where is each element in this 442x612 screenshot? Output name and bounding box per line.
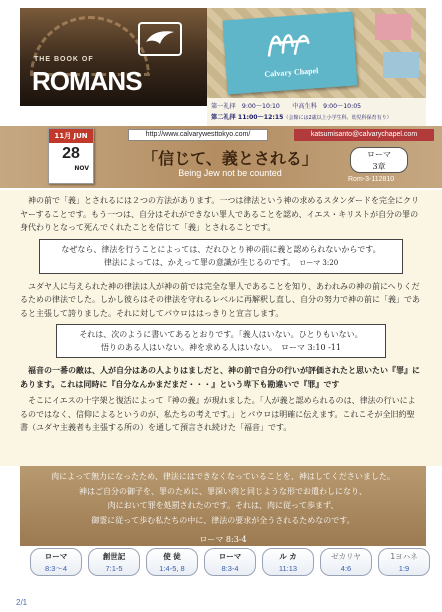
quote-1-ref: ローマ 3:20 xyxy=(299,258,339,267)
quote-1-line-2-text: 律法によっては、かえって罪の意識が生じるのです。 xyxy=(103,257,292,267)
summary-line: 神はご自分の御子を、罪のために、罪深い肉と同じような形でお遣わしになり、 xyxy=(79,486,367,496)
pattern-tile xyxy=(383,52,419,78)
calendar-day: 28 xyxy=(62,145,80,162)
nav-button-acts[interactable] xyxy=(146,548,198,576)
chapter-number: 3章 xyxy=(372,162,386,171)
sermon-body xyxy=(0,190,442,466)
nav-button-ref: 8:3〜4 xyxy=(44,564,68,573)
nav-button-genesis[interactable] xyxy=(88,548,140,576)
romans-banner-image xyxy=(20,8,207,106)
summary-line: 肉において罪を処罰されたのです。それは、肉に従って歩まず、 xyxy=(107,501,339,510)
sermon-reference: Rom-3-112810 xyxy=(348,176,395,183)
church-name: Calvary Chapel xyxy=(264,66,319,79)
calendar-month: NOV xyxy=(74,165,89,172)
scripture-quote-1 xyxy=(39,239,403,274)
calendar-month-top: 11月 JUN xyxy=(49,129,93,143)
schedule-second-service: 第二礼拝 11:00〜12:15 xyxy=(211,114,284,121)
paragraph-3: 福音の一番の敵は、人が自分はあの人よりはましだと、神の前で自分の行いが評価されたと思いたい『罪』にあります。これは同時に『自分なんかまだまだ・・・』という卑下も勘違いで『罪』です xyxy=(20,365,420,389)
quote-2-line-2 xyxy=(61,341,381,354)
nav-button-ref: 11:13 xyxy=(278,564,298,573)
quote-2-line-1: それは、次のように書いてあるとおりです。「義人はいない。ひとりもいない。 xyxy=(79,330,363,339)
quote-1-line-1: なぜなら、律法を行うことによっては、だれひとり神の前に義と認められないからです。 xyxy=(61,244,381,254)
nav-button-romans-2[interactable] xyxy=(204,548,256,576)
summary-reference: ローマ 8:3-4 xyxy=(199,535,247,544)
website-link[interactable]: http://www.calvarywesttokyo.com/ xyxy=(128,129,268,141)
nav-button-ref: 1:9 xyxy=(398,564,410,573)
paragraph-1: 神の前で「義」とされるには２つの方法があります。一つは律法という神の求めるスタンダードを完全にクリヤーすることです。もう一つは、自分はそれができない罪人であることを認め、イエス・キリストが自分の罪の身代わりとなって死んでくれたことを信じて「義」とされることです。 xyxy=(20,196,420,232)
quote-2-ref: ローマ 3:10 -11 xyxy=(281,343,341,352)
chapter-badge xyxy=(350,147,408,173)
nav-button-name: ローマ xyxy=(44,552,68,561)
quote-2-line-2-text: 悟りのある人はいない。神を求める人はいない。 xyxy=(101,343,274,352)
nav-button-zechariah[interactable] xyxy=(320,548,372,576)
nav-button-luke[interactable] xyxy=(262,548,314,576)
nav-button-name: ゼカリヤ xyxy=(331,552,361,561)
scripture-nav xyxy=(30,548,430,578)
nav-button-romans-1[interactable] xyxy=(30,548,82,576)
schedule-note: （会館には2歳以上小学生科、幼児科保育有り） xyxy=(283,115,392,121)
church-banner-image xyxy=(207,8,426,106)
summary-line: 御霊に従って歩む私たちの中に、律法の要求が全うされるためなのです。 xyxy=(91,515,355,525)
book-subtitle: THE BOOK OF xyxy=(34,56,94,63)
church-logo-icon xyxy=(261,22,316,64)
calendar-icon xyxy=(48,128,94,184)
nav-button-ref: 1:4-5, 8 xyxy=(159,564,185,573)
church-logo-card xyxy=(223,12,358,95)
title-band xyxy=(0,126,442,188)
nav-button-name: ル カ xyxy=(279,552,297,561)
chapter-book: ローマ xyxy=(367,150,391,159)
page-number: 2/1 xyxy=(16,598,28,607)
nav-button-name: 創世記 xyxy=(102,552,126,561)
nav-button-name: ローマ xyxy=(218,552,242,561)
email-link[interactable]: katsumisanto@calvarychapel.com xyxy=(294,129,434,141)
schedule-line-2 xyxy=(211,112,422,124)
paragraph-2: ユダヤ人に与えられた神の律法は人が神の前では完全な罪人であることを知り、あわれみの神の前にへりくだるための律法でした。しかし彼らはその律法を守れるレベルに再解釈し直し、自分の努力で神の前に「義」であると主張して誇りました。それに対してパウロははっきりと宣言します。 xyxy=(20,281,420,318)
book-title: ROMANS xyxy=(32,66,142,96)
paragraph-4: そこにイエスの十字架と復活によって『神の義』が現れました。「人が義と認められるのは、律法の行いによるのではなく、信仰によるというのが、私たちの考えです。」とパウロは明確に伝えます。これこそが全旧約聖書（ユダヤ主義者も主張する所の）を通して預言され続けた「福音」です。 xyxy=(20,396,416,432)
nav-button-1john[interactable] xyxy=(378,548,430,576)
pattern-tile xyxy=(375,14,411,40)
nav-button-name: 1ヨハネ xyxy=(390,552,418,561)
nav-button-ref: 8:3-4 xyxy=(221,564,239,573)
quote-1-line-2 xyxy=(44,256,398,270)
nav-button-name: 使 徒 xyxy=(163,552,181,561)
nav-button-ref: 4:6 xyxy=(340,564,352,573)
schedule-line-1: 第一礼拝 9:00〜10:10 中高生科 9:00〜10:05 xyxy=(211,103,362,110)
sermon-title: 「信じて、義とされる」 xyxy=(142,149,318,168)
dove-logo-icon xyxy=(138,22,182,56)
summary-line: 肉によって無力になったため、律法にはできなくなっていることを、神はしてくださいました。 xyxy=(51,472,395,481)
nav-button-ref: 7:1-5 xyxy=(105,564,123,573)
header-banner xyxy=(20,8,426,140)
scripture-quote-2 xyxy=(56,324,386,358)
sermon-subtitle: Being Jew not be counted xyxy=(178,168,282,178)
